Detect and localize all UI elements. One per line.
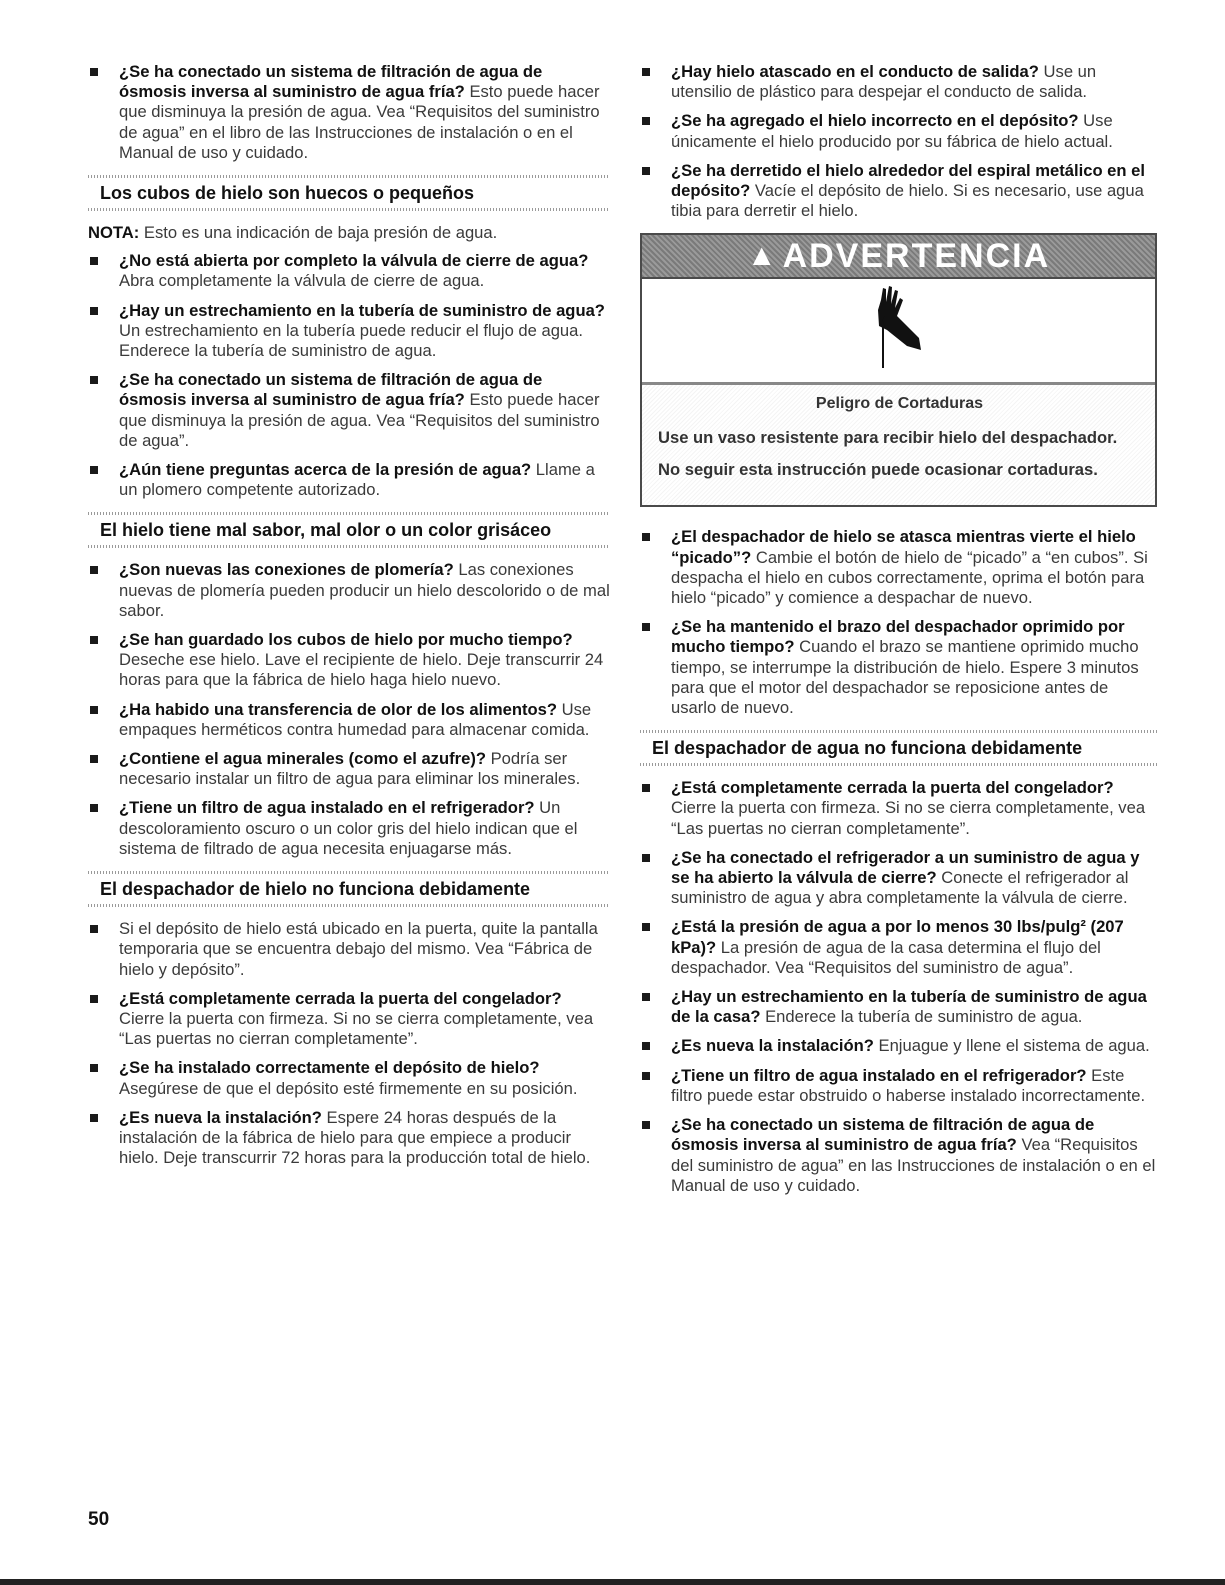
list-item bbox=[640, 161, 1157, 222]
bullet-icon bbox=[642, 1121, 650, 1129]
list-item bbox=[88, 460, 610, 500]
bullet-icon bbox=[642, 923, 650, 931]
item-question: ¿Se ha conectado el refrigerador a un suministro de agua y se ha abierto la válvula de cierre? bbox=[671, 847, 1140, 888]
item-answer: Abra completamente la válvula de cierre de agua. bbox=[119, 271, 485, 291]
warning-line: No seguir esta instrucción puede ocasionar cortaduras. bbox=[658, 460, 1098, 480]
bullet-icon bbox=[90, 755, 98, 763]
bullet-icon bbox=[90, 925, 98, 933]
list-item bbox=[640, 848, 1157, 909]
item-answer: Si el depósito de hielo está ubicado en la puerta, quite la pantalla temporaria que se encuentra debajo del mismo. Vea “Fábrica de hielo y depósito”. bbox=[119, 919, 598, 979]
item-question: ¿Se han guardado los cubos de hielo por mucho tiempo? bbox=[119, 630, 573, 650]
bullet-icon bbox=[642, 784, 650, 792]
list-item bbox=[88, 301, 610, 362]
list-item bbox=[640, 111, 1157, 151]
item-question: ¿Está la presión de agua a por lo menos 30 lbs/pulg² (207 kPa)? bbox=[671, 917, 1124, 957]
divider bbox=[88, 904, 610, 907]
hand-cut-hazard-icon bbox=[859, 286, 939, 376]
list-item bbox=[88, 989, 610, 1050]
bullet-icon bbox=[642, 854, 650, 862]
bullet-icon bbox=[642, 1072, 650, 1080]
item-answer: Vea “Requisitos del suministro de agua” en las Instrucciones de instalación o en el Manual de uso y cuidado. bbox=[671, 1135, 1156, 1195]
page-number: 50 bbox=[88, 1509, 110, 1530]
item-question: ¿Está completamente cerrada la puerta del congelador? bbox=[119, 988, 562, 1008]
list-item bbox=[88, 251, 610, 291]
list-item bbox=[88, 1058, 610, 1098]
list-item bbox=[640, 1066, 1157, 1106]
list-item bbox=[88, 630, 610, 691]
item-question: ¿Contiene el agua minerales (como el azufre)? bbox=[119, 749, 486, 769]
item-question: ¿Hay un estrechamiento en la tubería de suministro de agua de la casa? bbox=[671, 987, 1147, 1027]
list-item bbox=[640, 1115, 1157, 1196]
item-question: ¿Ha habido una transferencia de olor de los alimentos? bbox=[119, 699, 557, 719]
item-question: ¿Se ha agregado el hielo incorrecto en el depósito? bbox=[671, 111, 1079, 131]
item-question: ¿Se ha conectado un sistema de filtración de agua de ósmosis inversa al suministro de agua fría? bbox=[119, 370, 543, 410]
section-title: Los cubos de hielo son huecos o pequeños bbox=[100, 183, 475, 204]
section-ice-dispenser bbox=[88, 871, 610, 907]
warning-triangle-icon: ▲ bbox=[746, 239, 777, 273]
item-answer: Enjuague y llene el sistema de agua. bbox=[873, 1036, 1150, 1056]
warning-icon-area bbox=[642, 279, 1155, 385]
item-question: ¿El despachador de hielo se atasca mientras vierte el hielo “picado”? bbox=[671, 527, 1136, 567]
item-answer: Use empaques herméticos contra humedad para almacenar comida. bbox=[119, 699, 592, 739]
list-item bbox=[640, 527, 1157, 608]
item-answer: La presión de agua de la casa determina el flujo del despachador. Vea “Requisitos del suministro de agua”. bbox=[671, 937, 1101, 977]
item-question: ¿Se ha instalado correctamente el depósito de hielo? bbox=[119, 1058, 540, 1078]
section-bad-taste bbox=[88, 512, 610, 548]
item-question: ¿Se ha mantenido el brazo del despachador oprimido por mucho tiempo? bbox=[671, 617, 1125, 657]
bullet-icon bbox=[642, 117, 650, 125]
item-question: ¿Tiene un filtro de agua instalado en el refrigerador? bbox=[671, 1065, 1087, 1085]
list-item bbox=[640, 617, 1157, 718]
item-question: ¿Se ha conectado un sistema de filtración de agua de ósmosis inversa al suministro de agua fría? bbox=[119, 62, 543, 102]
bullet-icon bbox=[90, 566, 98, 574]
item-question: ¿Es nueva la instalación? bbox=[671, 1036, 874, 1056]
item-answer: Podría ser necesario instalar un filtro de agua para eliminar los minerales. bbox=[119, 749, 581, 789]
divider bbox=[88, 208, 610, 211]
bullet-icon bbox=[90, 1114, 98, 1122]
item-question: ¿Está completamente cerrada la puerta del congelador? bbox=[671, 778, 1114, 798]
item-answer: Este filtro puede estar obstruido o haberse instalado incorrectamente. bbox=[671, 1065, 1146, 1105]
note bbox=[88, 223, 610, 243]
warning-body bbox=[642, 385, 1155, 505]
list-item bbox=[88, 749, 610, 789]
bullet-icon bbox=[642, 68, 650, 76]
section-title: El despachador de agua no funciona debidamente bbox=[652, 738, 1083, 759]
item-answer: Asegúrese de que el depósito esté firmemente en su posición. bbox=[119, 1078, 578, 1098]
divider bbox=[640, 763, 1157, 766]
bullet-icon bbox=[90, 1064, 98, 1072]
item-answer: Las conexiones nuevas de plomería pueden producir un hielo descolorido o de mal sabor. bbox=[119, 560, 610, 620]
item-answer: Llame a un plomero competente autorizado. bbox=[119, 460, 595, 500]
warning-header bbox=[642, 235, 1155, 279]
list-item bbox=[88, 798, 610, 859]
item-question: ¿Se ha conectado un sistema de filtración de agua de ósmosis inversa al suministro de agua fría? bbox=[671, 1115, 1095, 1155]
item-answer: Cierre la puerta con firmeza. Si no se cierra completamente, vea “Las puertas no cierran completamente”. bbox=[671, 798, 1146, 838]
list-item bbox=[640, 778, 1157, 839]
item-question: ¿Son nuevas las conexiones de plomería? bbox=[119, 560, 454, 580]
bullet-icon bbox=[90, 257, 98, 265]
section-title: El despachador de hielo no funciona debidamente bbox=[100, 879, 531, 900]
item-answer: Un descoloramiento oscuro o un color gris del hielo indican que el sistema de filtrado de agua necesita enjuagarse más. bbox=[119, 798, 578, 858]
bullet-icon bbox=[90, 376, 98, 384]
bullet-icon bbox=[90, 804, 98, 812]
item-answer: Esto puede hacer que disminuya la presión de agua. Vea “Requisitos del suministro de agua”. bbox=[119, 390, 600, 450]
bottom-rule bbox=[0, 1579, 1225, 1585]
warning-subtitle: Peligro de Cortaduras bbox=[815, 395, 984, 413]
left-column bbox=[88, 62, 610, 1177]
item-question: ¿No está abierta por completo la válvula de cierre de agua? bbox=[119, 251, 589, 271]
list-item bbox=[640, 1036, 1157, 1056]
bullet-icon bbox=[90, 636, 98, 644]
bullet-icon bbox=[642, 623, 650, 631]
bullet-icon bbox=[642, 533, 650, 541]
warning-line: Use un vaso resistente para recibir hielo del despachador. bbox=[658, 428, 1118, 448]
note-text: Esto es una indicación de baja presión de agua. bbox=[139, 223, 498, 243]
list-item bbox=[88, 919, 610, 980]
bullet-icon bbox=[90, 307, 98, 315]
list-item bbox=[88, 700, 610, 740]
item-answer: Deseche ese hielo. Lave el recipiente de hielo. Deje transcurrir 24 horas para que la fábrica de hielo haga hielo nuevo. bbox=[119, 650, 604, 690]
list-item bbox=[88, 370, 610, 451]
list-item bbox=[88, 62, 610, 163]
item-answer: Cambie el botón de hielo de “picado” a “en cubos”. Si despacha el hielo en cubos correctamente, oprima el botón para hielo “picado” y comience a despachar de nuevo. bbox=[671, 547, 1148, 608]
item-question: ¿Aún tiene preguntas acerca de la presión de agua? bbox=[119, 460, 532, 480]
bullet-icon bbox=[90, 68, 98, 76]
bullet-icon bbox=[642, 167, 650, 175]
item-answer: Cuando el brazo se mantiene oprimido mucho tiempo, se interrumpe la distribución de hielo. Espere 3 minutos para que el motor del despachador se reposicione antes de usarlo de nuevo. bbox=[671, 637, 1139, 718]
item-question: ¿Se ha derretido el hielo alrededor del espiral metálico en el depósito? bbox=[671, 160, 1145, 201]
item-answer: Enderece la tubería de suministro de agua. bbox=[760, 1007, 1083, 1027]
section-water-dispenser bbox=[640, 730, 1157, 766]
list-item bbox=[88, 1108, 610, 1169]
bullet-icon bbox=[642, 993, 650, 1001]
section-title: El hielo tiene mal sabor, mal olor o un color grisáceo bbox=[100, 520, 552, 541]
list-item bbox=[640, 987, 1157, 1027]
item-answer: Cierre la puerta con firmeza. Si no se cierra completamente, vea “Las puertas no cierran completamente”. bbox=[119, 1008, 594, 1049]
bullet-icon bbox=[90, 466, 98, 474]
item-answer: Espere 24 horas después de la instalación de la fábrica de hielo para que empiece a producir hielo. Deje transcurrir 72 horas para la producción total de hielo. bbox=[119, 1107, 591, 1168]
warning-box bbox=[640, 233, 1157, 507]
item-answer: Un estrechamiento en la tubería puede reducir el flujo de agua. Enderece la tubería de suministro de agua. bbox=[119, 320, 584, 361]
item-question: ¿Hay un estrechamiento en la tubería de suministro de agua? bbox=[119, 300, 605, 320]
warning-heading: ADVERTENCIA bbox=[782, 236, 1051, 275]
list-item bbox=[640, 62, 1157, 102]
bullet-icon bbox=[90, 706, 98, 714]
list-item bbox=[640, 917, 1157, 978]
list-item bbox=[88, 560, 610, 621]
item-answer: Vacíe el depósito de hielo. Si es necesario, use agua tibia para derretir el hielo. bbox=[671, 181, 1144, 221]
section-hollow-cubes bbox=[88, 175, 610, 211]
bullet-icon bbox=[642, 1042, 650, 1050]
item-question: ¿Es nueva la instalación? bbox=[119, 1107, 322, 1127]
item-answer: Use únicamente el hielo producido por su fábrica de hielo actual. bbox=[671, 111, 1113, 151]
item-answer: Esto puede hacer que disminuya la presión de agua. Vea “Requisitos del suministro de agua” en el libro de las Instrucciones de instalación o en el Manual de uso y cuidado. bbox=[119, 82, 600, 162]
item-question: ¿Tiene un filtro de agua instalado en el refrigerador? bbox=[119, 798, 535, 818]
divider bbox=[88, 545, 610, 548]
item-question: ¿Hay hielo atascado en el conducto de salida? bbox=[671, 62, 1039, 81]
bullet-icon bbox=[90, 995, 98, 1003]
note-label: NOTA: bbox=[88, 223, 140, 243]
item-answer: Use un utensilio de plástico para despejar el conducto de salida. bbox=[671, 62, 1097, 102]
right-column bbox=[640, 62, 1157, 1205]
item-answer: Conecte el refrigerador al suministro de agua y abra completamente la válvula de cierre. bbox=[671, 868, 1129, 908]
